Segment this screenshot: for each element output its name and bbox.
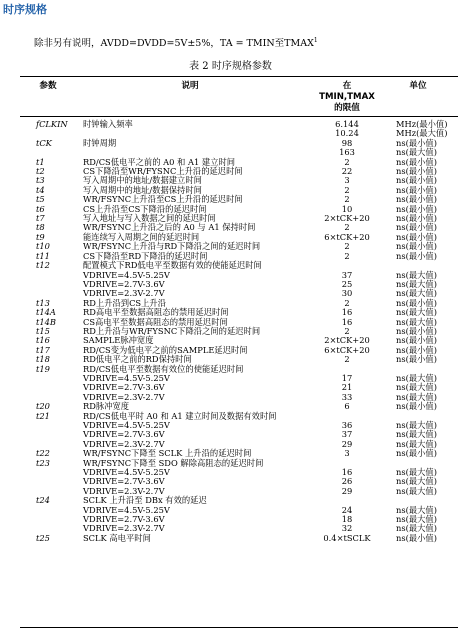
row-description: VDRIVE=4.5V-5.25V (83, 467, 170, 478)
row-unit: ns(最小值) (396, 344, 437, 355)
row-param: t8 (36, 222, 45, 233)
row-description: 写入周期中的地址/数据保持时间 (83, 184, 202, 195)
row-description: VDRIVE=2.7V-3.6V (83, 429, 165, 440)
row-description: RD高电平至数据高阻态的禁用延迟时间 (83, 307, 229, 318)
row-limit-value: 2 (344, 354, 350, 365)
row-description: VDRIVE=4.5V-5.25V (83, 504, 170, 515)
row-limit-value: 2 (344, 222, 350, 233)
row-description: 配置模式下RD低电平至数据有效的使能延迟时间 (83, 260, 262, 271)
table-row (20, 534, 458, 543)
row-param: t9 (36, 231, 45, 242)
row-unit: ns(最小值) (396, 297, 437, 308)
row-limit-value: 10.24 (335, 128, 359, 139)
row-limit-value: 0.4×tSCLK (323, 532, 371, 543)
row-unit: ns(最小值) (396, 203, 437, 214)
row-description: VDRIVE=2.3V-2.7V (83, 288, 165, 299)
row-description: RD/CS低电平至数据有效位的使能延迟时间 (83, 363, 244, 374)
row-description: VDRIVE=4.5V-5.25V (83, 420, 170, 430)
row-description: WR/FSYNC上升沿至CS上升沿的延迟时间 (83, 194, 243, 205)
row-limit-value: 2×tCK+20 (324, 335, 370, 346)
table-top-rule (20, 76, 458, 77)
row-description: SAMPLE脉冲宽度 (83, 335, 154, 346)
row-unit: ns(最小值) (396, 325, 437, 336)
row-param: t1 (36, 156, 45, 167)
row-limit-value: 98 (341, 137, 353, 148)
row-limit-value: 3 (344, 448, 350, 459)
row-unit: ns(最大值) (396, 372, 437, 383)
row-limit-value: 29 (341, 485, 353, 496)
row-limit-value: 16 (341, 316, 353, 327)
row-limit-value: 163 (339, 147, 355, 158)
row-param: t23 (36, 457, 50, 468)
row-description: RD上升沿到CS上升沿 (83, 297, 167, 308)
row-description: RD上升沿与WR/FYSNC下降沿之间的延迟时间 (83, 325, 261, 336)
row-unit: ns(最小值) (396, 532, 437, 543)
row-unit: ns(最大值) (396, 485, 437, 496)
row-unit: ns(最大值) (396, 278, 437, 289)
row-param: t17 (36, 344, 50, 355)
row-description: 写入地址与写入数据之间的延迟时间 (83, 213, 216, 224)
row-unit: MHz(最小值) (396, 119, 448, 129)
row-limit-value: 3 (344, 175, 350, 186)
row-limit-value: 2 (344, 156, 350, 167)
row-unit: ns(最小值) (396, 166, 437, 177)
row-param: t14B (36, 316, 56, 327)
row-description: VDRIVE=2.3V-2.7V (83, 438, 165, 449)
row-unit: ns(最大值) (396, 438, 437, 449)
row-limit-value: 6.144 (335, 119, 359, 129)
row-unit: ns(最小值) (396, 335, 437, 346)
row-param: t11 (36, 250, 50, 261)
row-unit: ns(最小值) (396, 401, 437, 412)
row-limit-value: 22 (341, 166, 353, 177)
row-limit-value: 2 (344, 194, 350, 205)
row-description: 写入周期中的地址/数据建立时间 (83, 175, 202, 186)
row-description: VDRIVE=2.3V-2.7V (83, 485, 165, 496)
row-description: WR/FSYNC下降至 SDO 解除高阻态的延迟时间 (83, 457, 264, 468)
row-limit-value: 2 (344, 297, 350, 308)
row-description: VDRIVE=2.7V-3.6V (83, 476, 165, 487)
row-param: t25 (36, 532, 50, 543)
row-limit-value: 10 (341, 203, 353, 214)
row-limit-value: 29 (341, 438, 353, 449)
row-limit-value: 6×tCK+20 (324, 231, 370, 242)
row-limit-value: 17 (341, 372, 353, 383)
row-description: VDRIVE=4.5V-5.25V (83, 372, 170, 383)
row-description: SCLK 高电平时间 (83, 532, 151, 543)
row-unit: ns(最大值) (396, 307, 437, 318)
row-description: VDRIVE=2.3V-2.7V (83, 391, 165, 402)
condition-footnote: 1 (313, 36, 318, 44)
row-unit: ns(最小值) (396, 137, 437, 148)
row-param: t21 (36, 410, 50, 421)
row-unit: ns(最小值) (396, 448, 437, 459)
row-unit: ns(最小值) (396, 231, 437, 242)
section-title: 时序规格 (3, 3, 47, 16)
row-description: SCLK 上升沿至 DBx 有效的延迟 (83, 495, 207, 506)
row-description: 时钟周期 (83, 137, 117, 148)
row-description: VDRIVE=2.7V-3.6V (83, 278, 165, 289)
row-param: t24 (36, 495, 50, 506)
row-param: t10 (36, 241, 50, 252)
row-unit: ns(最大值) (396, 523, 437, 534)
row-limit-value: 2 (344, 241, 350, 252)
table-bottom-rule (20, 627, 458, 628)
row-unit: MHz(最大值) (396, 128, 448, 139)
row-unit: ns(最大值) (396, 514, 437, 525)
row-description: WR/FSYNC下降至 SCLK 上升沿的延迟时间 (83, 448, 252, 459)
header-limit-line2: TMIN,TMAX (319, 92, 375, 102)
row-limit-value: 6×tCK+20 (324, 344, 370, 355)
row-description: 时钟输入频率 (83, 119, 133, 129)
row-description: RD低电平之前的RD保持时间 (83, 354, 192, 365)
row-unit: ns(最小值) (396, 175, 437, 186)
row-limit-value: 18 (341, 514, 353, 525)
table-row (20, 139, 458, 148)
row-description: RD/CS低电平之前的 A0 和 A1 建立时间 (83, 156, 236, 167)
row-description: VDRIVE=2.7V-3.6V (83, 514, 165, 525)
row-unit: ns(最小值) (396, 250, 437, 261)
row-param: t16 (36, 335, 50, 346)
row-unit: ns(最小值) (396, 194, 437, 205)
row-limit-value: 24 (341, 504, 353, 515)
row-limit-value: 25 (341, 278, 353, 289)
row-param: fCLKIN (36, 119, 68, 129)
row-description: WR/FSYNC上升沿与RD下降沿之间的延迟时间 (83, 241, 261, 252)
header-unit: 单位 (409, 81, 427, 91)
row-description: RD/CS变为低电平之前的SAMPLE延迟时间 (83, 344, 248, 355)
row-unit: ns(最小值) (396, 184, 437, 195)
row-param: t15 (36, 325, 50, 336)
row-limit-value: 37 (341, 429, 353, 440)
row-unit: ns(最小值) (396, 156, 437, 167)
row-param: t20 (36, 401, 50, 412)
header-desc: 说明 (181, 81, 199, 91)
row-limit-value: 16 (341, 307, 353, 318)
row-limit-value: 21 (341, 382, 353, 393)
row-limit-value: 26 (341, 476, 353, 487)
row-unit: ns(最大值) (396, 316, 437, 327)
row-description: VDRIVE=2.3V-2.7V (83, 523, 165, 534)
row-unit: ns(最大值) (396, 476, 437, 487)
timing-table-body (20, 120, 458, 543)
header-bottom-rule (20, 116, 458, 117)
row-param: t6 (36, 203, 45, 214)
row-unit: ns(最大值) (396, 467, 437, 478)
row-description: RD/CS低电平时 A0 和 A1 建立时间及数据有效时间 (83, 410, 277, 421)
row-description: VDRIVE=4.5V-5.25V (83, 269, 170, 280)
row-unit: ns(最小值) (396, 222, 437, 233)
row-limit-value: 6 (344, 401, 350, 412)
condition-text (34, 35, 318, 49)
row-param: tCK (36, 137, 52, 148)
table-row (20, 120, 458, 129)
row-unit: ns(最大值) (396, 382, 437, 393)
table-title: 表 2 时序规格参数 (189, 61, 272, 72)
row-param: t18 (36, 354, 50, 365)
row-description: CS高电平至数据高阻态的禁用延迟时间 (83, 316, 228, 327)
row-param: t14A (36, 307, 56, 318)
row-description: CS上升沿至CS下降沿的延迟时间 (83, 203, 207, 214)
row-description: CS下降沿至RD下降沿的延迟时间 (83, 250, 208, 261)
row-description: WR/FSYNC上升沿之后的 A0 与 A1 保持时间 (83, 222, 256, 233)
row-param: t7 (36, 213, 45, 224)
row-limit-value: 37 (341, 269, 353, 280)
header-limit-line3: 的限值 (334, 103, 360, 113)
row-unit: ns(最小值) (396, 213, 437, 224)
row-param: t5 (36, 194, 45, 205)
row-unit: ns(最大值) (396, 147, 437, 158)
row-unit: ns(最大值) (396, 391, 437, 402)
header-limit-line1: 在 (342, 81, 352, 91)
row-unit: ns(最大值) (396, 420, 437, 430)
row-limit-value: 2 (344, 184, 350, 195)
row-limit-value: 30 (341, 288, 353, 299)
row-param: t19 (36, 363, 50, 374)
row-param: t13 (36, 297, 50, 308)
row-limit-value: 32 (341, 523, 353, 534)
row-limit-value: 2 (344, 250, 350, 261)
row-description: RD脉冲宽度 (83, 401, 130, 412)
row-limit-value: 33 (341, 391, 353, 402)
row-unit: ns(最大值) (396, 429, 437, 440)
row-limit-value: 2 (344, 325, 350, 336)
row-description: CS下降沿至WR/FYSNC上升沿的延迟时间 (83, 166, 243, 177)
row-param: t2 (36, 166, 45, 177)
row-unit: ns(最大值) (396, 504, 437, 515)
row-unit: ns(最大值) (396, 288, 437, 299)
condition-body: 除非另有说明，AVDD=DVDD=5V±5%，TA = TMIN至TMAX (34, 38, 314, 49)
row-limit-value: 16 (341, 467, 353, 478)
row-limit-value: 2×tCK+20 (324, 213, 370, 224)
row-param: t12 (36, 260, 50, 271)
row-unit: ns(最小值) (396, 241, 437, 252)
row-param: t4 (36, 184, 45, 195)
row-param: t3 (36, 175, 45, 186)
row-description: 能连续写入周期之间的延迟时间 (83, 231, 200, 242)
header-param: 参数 (39, 81, 57, 91)
row-unit: ns(最大值) (396, 269, 437, 280)
row-description: VDRIVE=2.7V-3.6V (83, 382, 165, 393)
row-limit-value: 36 (341, 420, 353, 430)
row-param: t22 (36, 448, 50, 459)
row-unit: ns(最小值) (396, 354, 437, 365)
